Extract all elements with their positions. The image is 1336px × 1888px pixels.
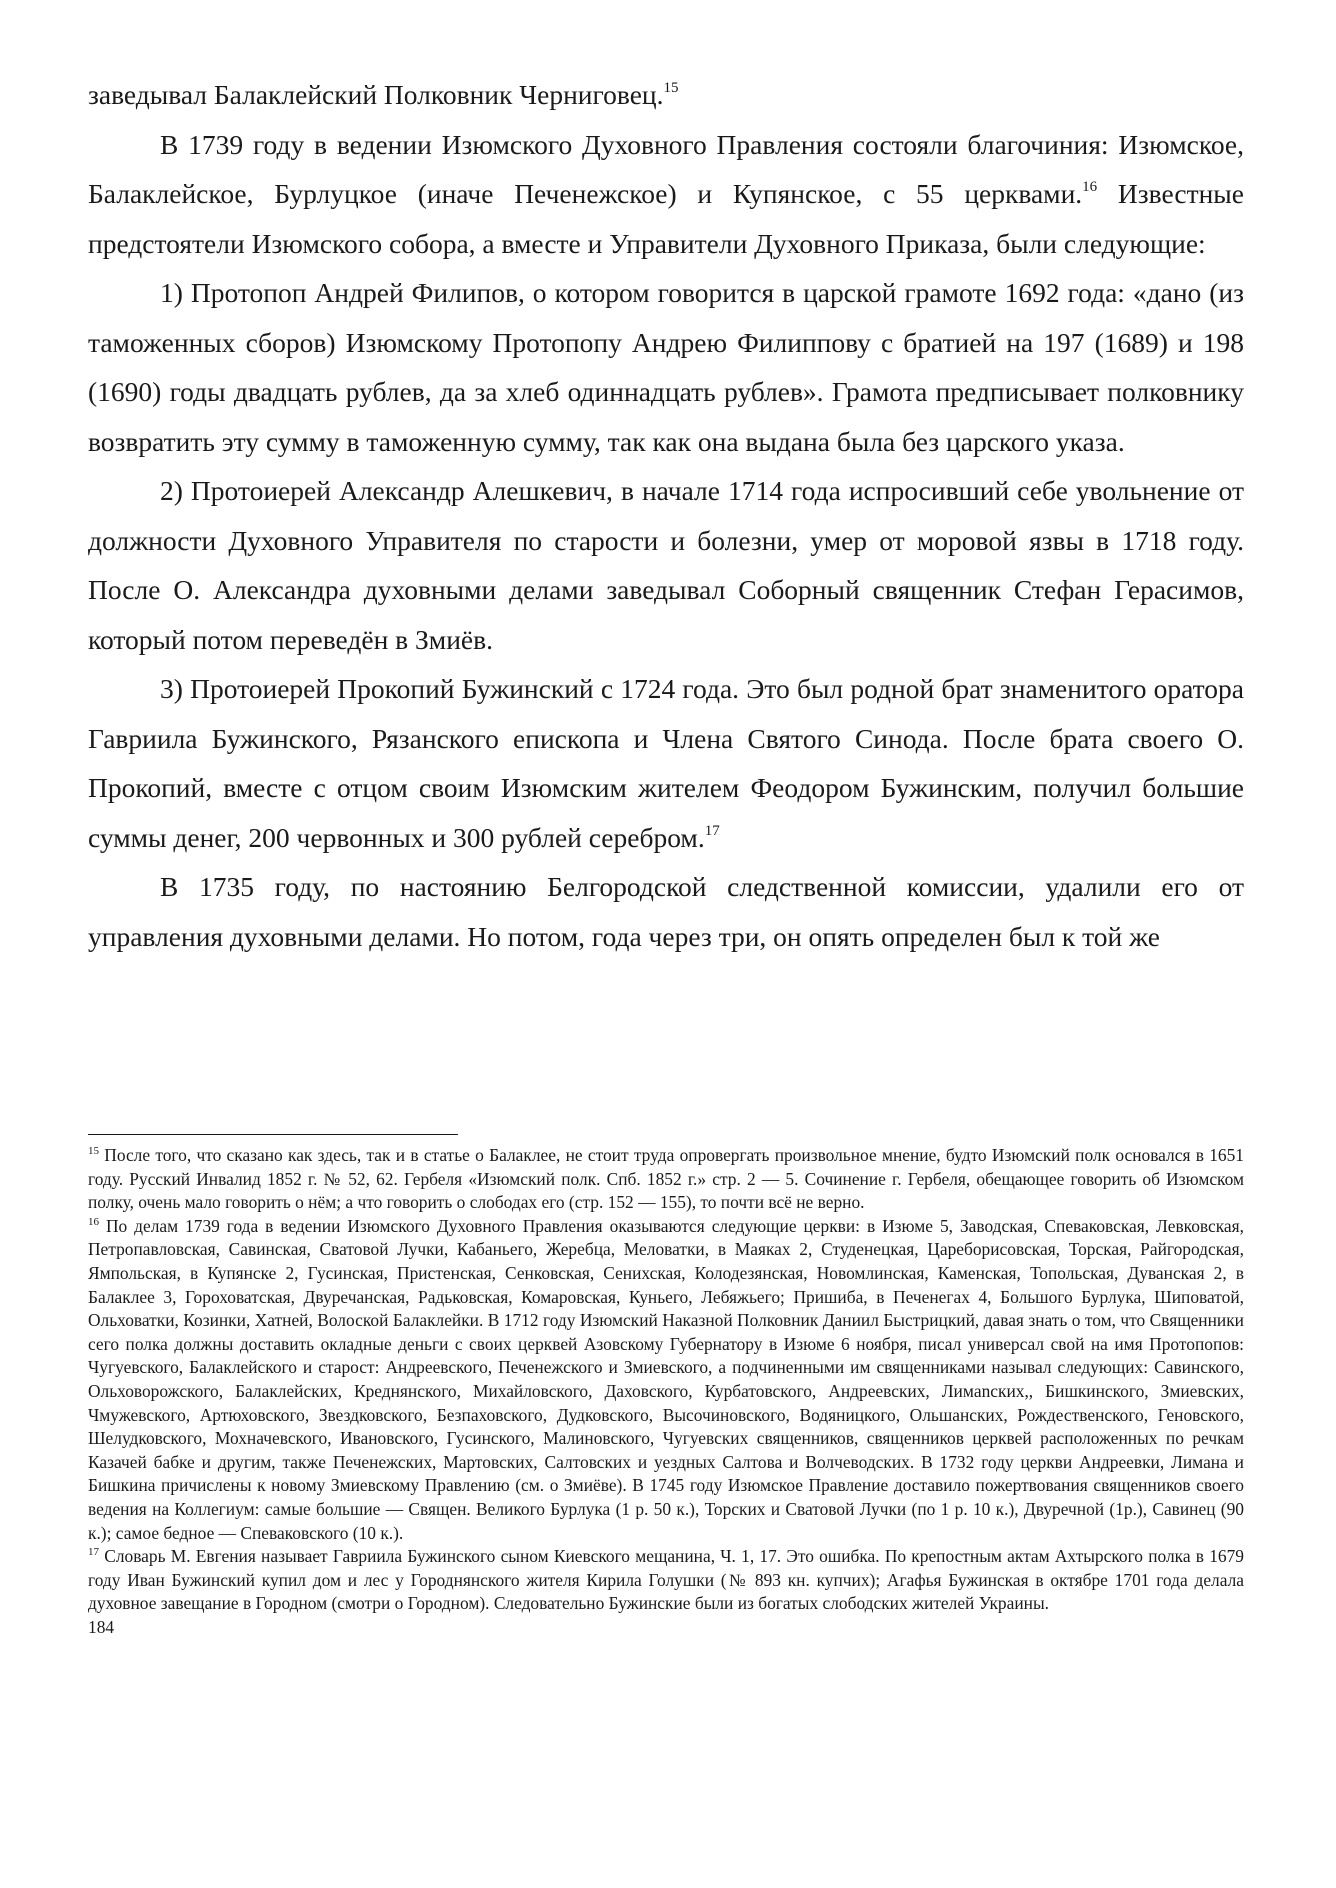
paragraph-5: 3) Протоиерей Прокопий Бужинский с 1724 года. Это был родной брат знаменитого оратора Гавриила Бужинского, Рязанского епископа и Члена Святого Синода. После брата своего О. Прокопий, вместе с отцом своим Изюмским жителем Феодором Бужинским, получил большие суммы денег, 200 червонных и 300 рублей серебром.$^{17}$ <box>88 673 1244 853</box>
footnote-separator <box>88 1134 458 1135</box>
footnote-number: 17 <box>88 1546 99 1559</box>
document-page <box>88 70 1244 1637</box>
paragraph-3: 1) Протопоп Андрей Филипов, о котором говорится в царской грамоте 1692 года: «дано (из таможенных сборов) Изюмскому Протопопу Андрею Филиппову с братией на 197 (1689) и 198 (1690) годы двадцать рублев, да за хлеб одиннадцать рублев». Грамота предписывает полковнику возвратить эту сумму в таможенную сумму, так как она выдана была без царского указа. <box>88 277 1244 457</box>
main-text <box>88 70 1244 961</box>
footnotes <box>88 1134 1244 1639</box>
footnote-number: 16 <box>88 1215 99 1228</box>
paragraph-4: 2) Протоиерей Александр Алешкевич, в начале 1714 года испросивший себе увольнение от должности Духовного Управителя по старости и болезни, умер от моровой язвы в 1718 году. После О. Александра духовными делами заведывал Соборный священник Стефан Герасимов, который потом переведён в Змиёв. <box>88 475 1244 655</box>
footnote-ref-15[interactable]: 15 <box>663 80 679 96</box>
paragraph-2: В 1739 году в ведении Изюмского Духовного Правления состояли благочиния: Изюмское, Балаклейское, Бурлуцкое (иначе Печенежское) и Купянское, с 55 церквами.$^{16}$ Известные предстоятели Изюмского собора, а вместе и Управители Духовного Приказа, были следующие: <box>88 128 1244 259</box>
footnote-number: 15 <box>88 1145 99 1157</box>
footnote-17: $^{17}$ Словарь М. Евгения называет Гавриила Бужинского сыном Киевского мещанина, Ч. 1, 17. Это ошибка. По крепостным актам Ахтырского полка в 1679 году Иван Бужинский купил дом и лес у Городнянского жителя Кирила Голушки (№ 893 кн. купчих); Агафья Бужинская в октябре 1701 года делала духовное завещание в Городном (смотри о Городном). Следовательно Бужинские были из богатых слободских жителей Украины. <box>88 1546 1244 1614</box>
page-number: 184 <box>88 1616 115 1637</box>
footnote-16: $^{16}$ По делам 1739 года в ведении Изюмского Духовного Правления оказываются следующие церкви: в Изюме 5, Заводская, Спеваковская, Левковская, Петропавловская, Савинская, Сватовой Лучки, Кабаньего, Жеребца, Меловатки, в Маяках 2, Студенецкая, Цареборисовская, Торская, Райгородская, Ямпольская, в Купянске 2, Гусинская, Пристенская, Сенковская, Сенихская, Колодезянская, Новомлинская, Каменская, Топольская, Дуванская 2, в Балаклее 3, Гороховатская, Двуречанская, Радьковская, Комаровская, Куньего, Лебяжьего; Пришиба, в Печенегах 4, Большого Бурлука, Шиповатой, Ольховатки, Козинки, Хатней, Волоской Балаклейки. В 1712 году Изюмский Наказной Полковник Даниил Быстрицкий, давая знать о том, что Священники сего полка должны доставить окладные деньги с своих церквей Азовскому Губернатору в Изюме 6 ноября, писал универсал свой на имя Протопопов: Чугуевского, Балаклейского и старост: Андреевского, Печенежского и Змиевского, а подчиненными им священниками называл следующих: Савинского, Ольховорожского, Балаклейских, Креднянского, Михайловского, Даховского, Курбатовского, Андреевских, Лимanских,, Бишкинского, Змиевских, Чмужевского, Артюховского, Звездковского, Безпаховского, Дудковского, Высочиновского, Водяницкого, Ольшанских, Рождественского, Геновского, Шелудковского, Мохначевского, Ивановского, Гусинского, Малиновского, Чугуевских священников, священников церквей расположенных по речкам Казачей бабке и другим, также Печенежских, Мартовских, Салтовских и уездных Салтова и Волчеводских. В 1732 году церкви Андреевки, Лимана и Бишкина причислены к новому Змиевскому Правлению (см. о Змиёве). В 1745 году Изюмское Правление доставило пожертвования священников своего ведения на Коллегиум: самые большие — Священ. Великого Бурлука (1 р. 50 к.), Торских и Сватовой Лучки (по 1 р. 10 к.), Двуречной (1р.), Савинец (90 к.); самое бедное — Спеваковского (10 к.). <box>88 1215 1244 1543</box>
footnote-15: $^{15}$ После того, что сказано как здесь, так и в статье о Балаклее, не стоит труда опровергать произвольное мнение, будто Изюмский полк основался в 1651 году. Русский Инвалид 1852 г. № 52, 62. Гербеля «Изюмский полк. Спб. 1852 г.» стр. 2 — 5. Сочинение г. Гербеля, обещающее говорить об Изюмском полку, очень мало говорить о нём; а что говорить о слободах его (стр. 152 — 155), то почти всё не верно. <box>88 1145 1244 1213</box>
paragraph-6: В 1735 году, по настоянию Белгородской следственной комиссии, удалили его от управления духовными делами. Но потом, года через три, он опять определен был к той же <box>88 871 1244 952</box>
footnote-ref-17[interactable]: 17 <box>704 822 720 839</box>
footnote-ref-16[interactable]: 16 <box>1082 179 1098 195</box>
paragraph-1: заведывал Балаклейский Полковник Черниговец.$^{15}$ <box>88 79 679 110</box>
